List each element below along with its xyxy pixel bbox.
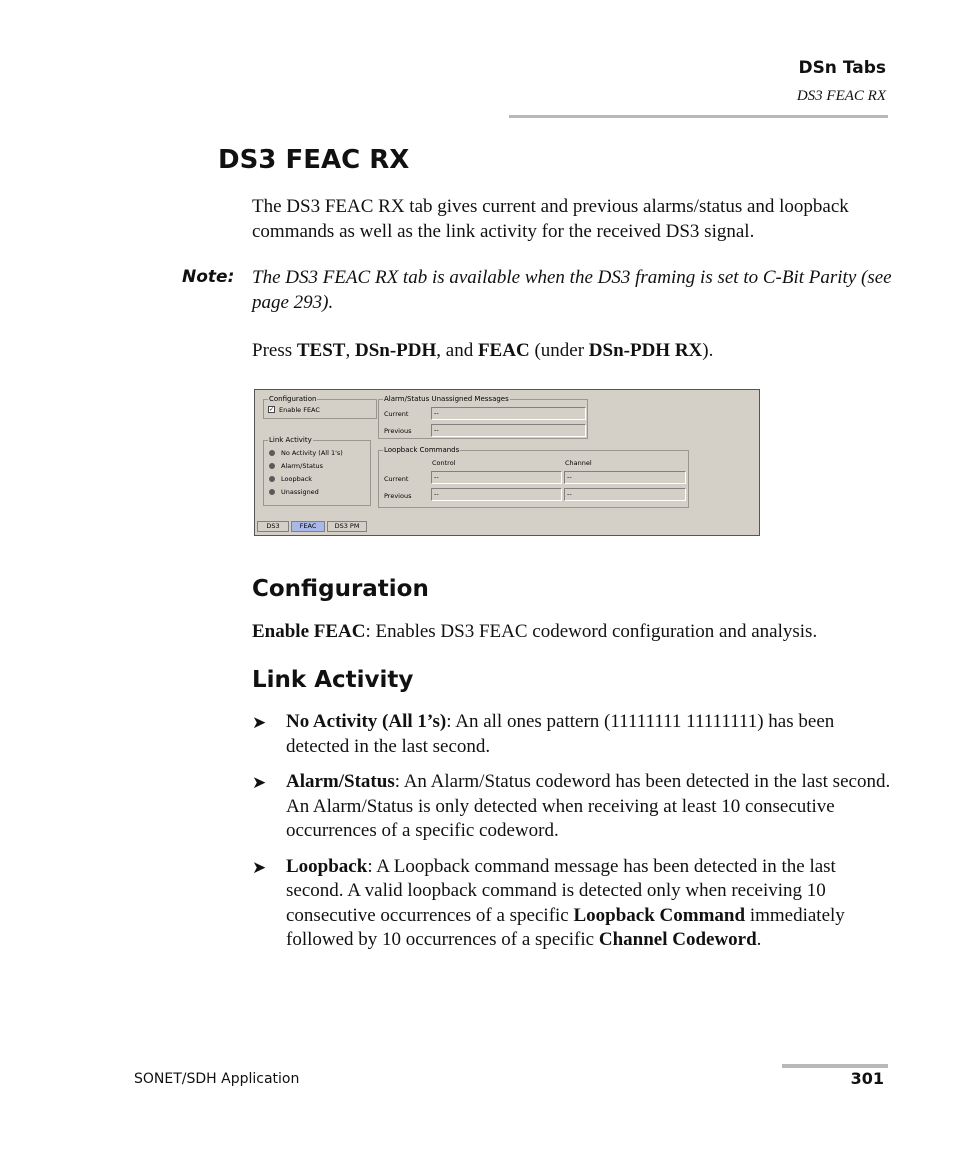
led-icon xyxy=(269,476,275,482)
led-icon xyxy=(269,450,275,456)
tab-feac[interactable]: FEAC xyxy=(291,521,325,532)
link-activity-item: Loopback xyxy=(281,475,313,483)
running-header-section: DSn Tabs xyxy=(798,58,886,78)
enable-feac-term: Enable FEAC xyxy=(252,621,366,642)
feac-rx-screenshot xyxy=(254,389,760,536)
led-icon xyxy=(269,463,275,469)
arrow-bullet-icon: ➤ xyxy=(252,857,267,877)
enable-feac-label: Enable FEAC xyxy=(279,406,320,414)
alarm-status-term: Alarm/Status xyxy=(286,771,395,792)
intro-paragraph: The DS3 FEAC RX tab gives current and previous alarms/status and loopback commands as well as the link activity for the received DS3 signal. xyxy=(252,196,849,242)
page-number: 301 xyxy=(850,1069,884,1088)
tab-ds3-pm[interactable]: DS3 PM xyxy=(327,521,367,532)
channel-column-header: Channel xyxy=(565,459,592,467)
dsn-pdh-term: DSn-PDH xyxy=(354,340,437,361)
loopback-commands-group xyxy=(378,446,689,508)
loopback-term: Loopback xyxy=(286,855,368,877)
loopback-current-channel-field: -- xyxy=(564,471,686,484)
arrow-bullet-icon: ➤ xyxy=(252,773,267,792)
alarm-current-label: Current xyxy=(384,410,409,418)
link-activity-item: Unassigned xyxy=(281,488,319,496)
configuration-heading: Configuration xyxy=(252,576,429,602)
configuration-group-title: Configuration xyxy=(269,395,317,403)
configuration-group xyxy=(263,395,377,419)
alarm-status-group xyxy=(378,395,588,439)
running-header-subsection: DS3 FEAC RX xyxy=(796,88,886,104)
press-instruction: Press TEST, DSn-PDH, and FEAC (under DSn-PDH RX). xyxy=(252,340,714,361)
loopback-previous-channel-field: -- xyxy=(564,488,686,501)
loopback-current-control-field: -- xyxy=(431,471,562,484)
arrow-bullet-icon: ➤ xyxy=(252,713,267,732)
footer-title: SONET/SDH Application xyxy=(134,1071,300,1087)
link-activity-heading: Link Activity xyxy=(252,667,414,693)
led-icon xyxy=(269,489,275,495)
list-item: ➤ Loopback: A Loopback command message has been detected in the last second. A valid loopback command is detected only when receiving 10 consecutive occurrences of a specific Loopback Command immediately followed by 10 occurrences of a specific Channel Codeword. xyxy=(252,855,845,950)
loopback-commands-group-title: Loopback Commands xyxy=(384,446,460,454)
feac-term: FEAC xyxy=(477,340,530,361)
alarm-previous-field: -- xyxy=(431,424,586,437)
control-column-header: Control xyxy=(432,459,456,467)
link-activity-group-title: Link Activity xyxy=(269,436,312,444)
check-icon: ✓ xyxy=(269,406,275,413)
header-rule xyxy=(509,115,888,118)
tab-ds3[interactable]: DS3 xyxy=(257,521,289,532)
no-activity-term: No Activity (All 1’s) xyxy=(286,711,447,732)
loopback-current-label: Current xyxy=(384,475,409,483)
channel-codeword-term: Channel Codeword xyxy=(598,929,757,950)
alarm-previous-label: Previous xyxy=(384,427,412,435)
page-title: DS3 FEAC RX xyxy=(218,145,410,175)
enable-feac-checkbox[interactable] xyxy=(268,406,275,413)
dsn-pdh-rx-term: DSn-PDH RX xyxy=(588,340,703,361)
configuration-paragraph: Enable FEAC: Enables DS3 FEAC codeword configuration and analysis. xyxy=(252,621,818,642)
test-term: TEST xyxy=(296,340,346,361)
link-activity-group xyxy=(263,436,371,506)
alarm-status-group-title: Alarm/Status Unassigned Messages xyxy=(384,395,509,403)
alarm-current-field: -- xyxy=(431,407,586,420)
list-item: ➤ Alarm/Status: An Alarm/Status codeword has been detected in the last second. An Alarm/Status is only detected when receiving at least 10 consecutive occurrences of a specific codeword. xyxy=(252,771,891,841)
list-item: ➤ No Activity (All 1’s): An all ones pattern (11111111 11111111) has been detected in the last second. xyxy=(252,711,835,757)
loopback-previous-control-field: -- xyxy=(431,488,562,501)
link-activity-item: No Activity (All 1's) xyxy=(281,449,343,457)
loopback-command-term: Loopback Command xyxy=(573,904,746,926)
link-activity-item: Alarm/Status xyxy=(281,462,324,470)
footer-rule xyxy=(782,1064,888,1068)
note-label: Note: xyxy=(182,267,235,287)
loopback-previous-label: Previous xyxy=(384,492,412,500)
link-activity-list xyxy=(252,710,892,964)
note-text: The DS3 FEAC RX tab is available when the DS3 framing is set to C-Bit Parity (see page 293). xyxy=(252,267,892,313)
